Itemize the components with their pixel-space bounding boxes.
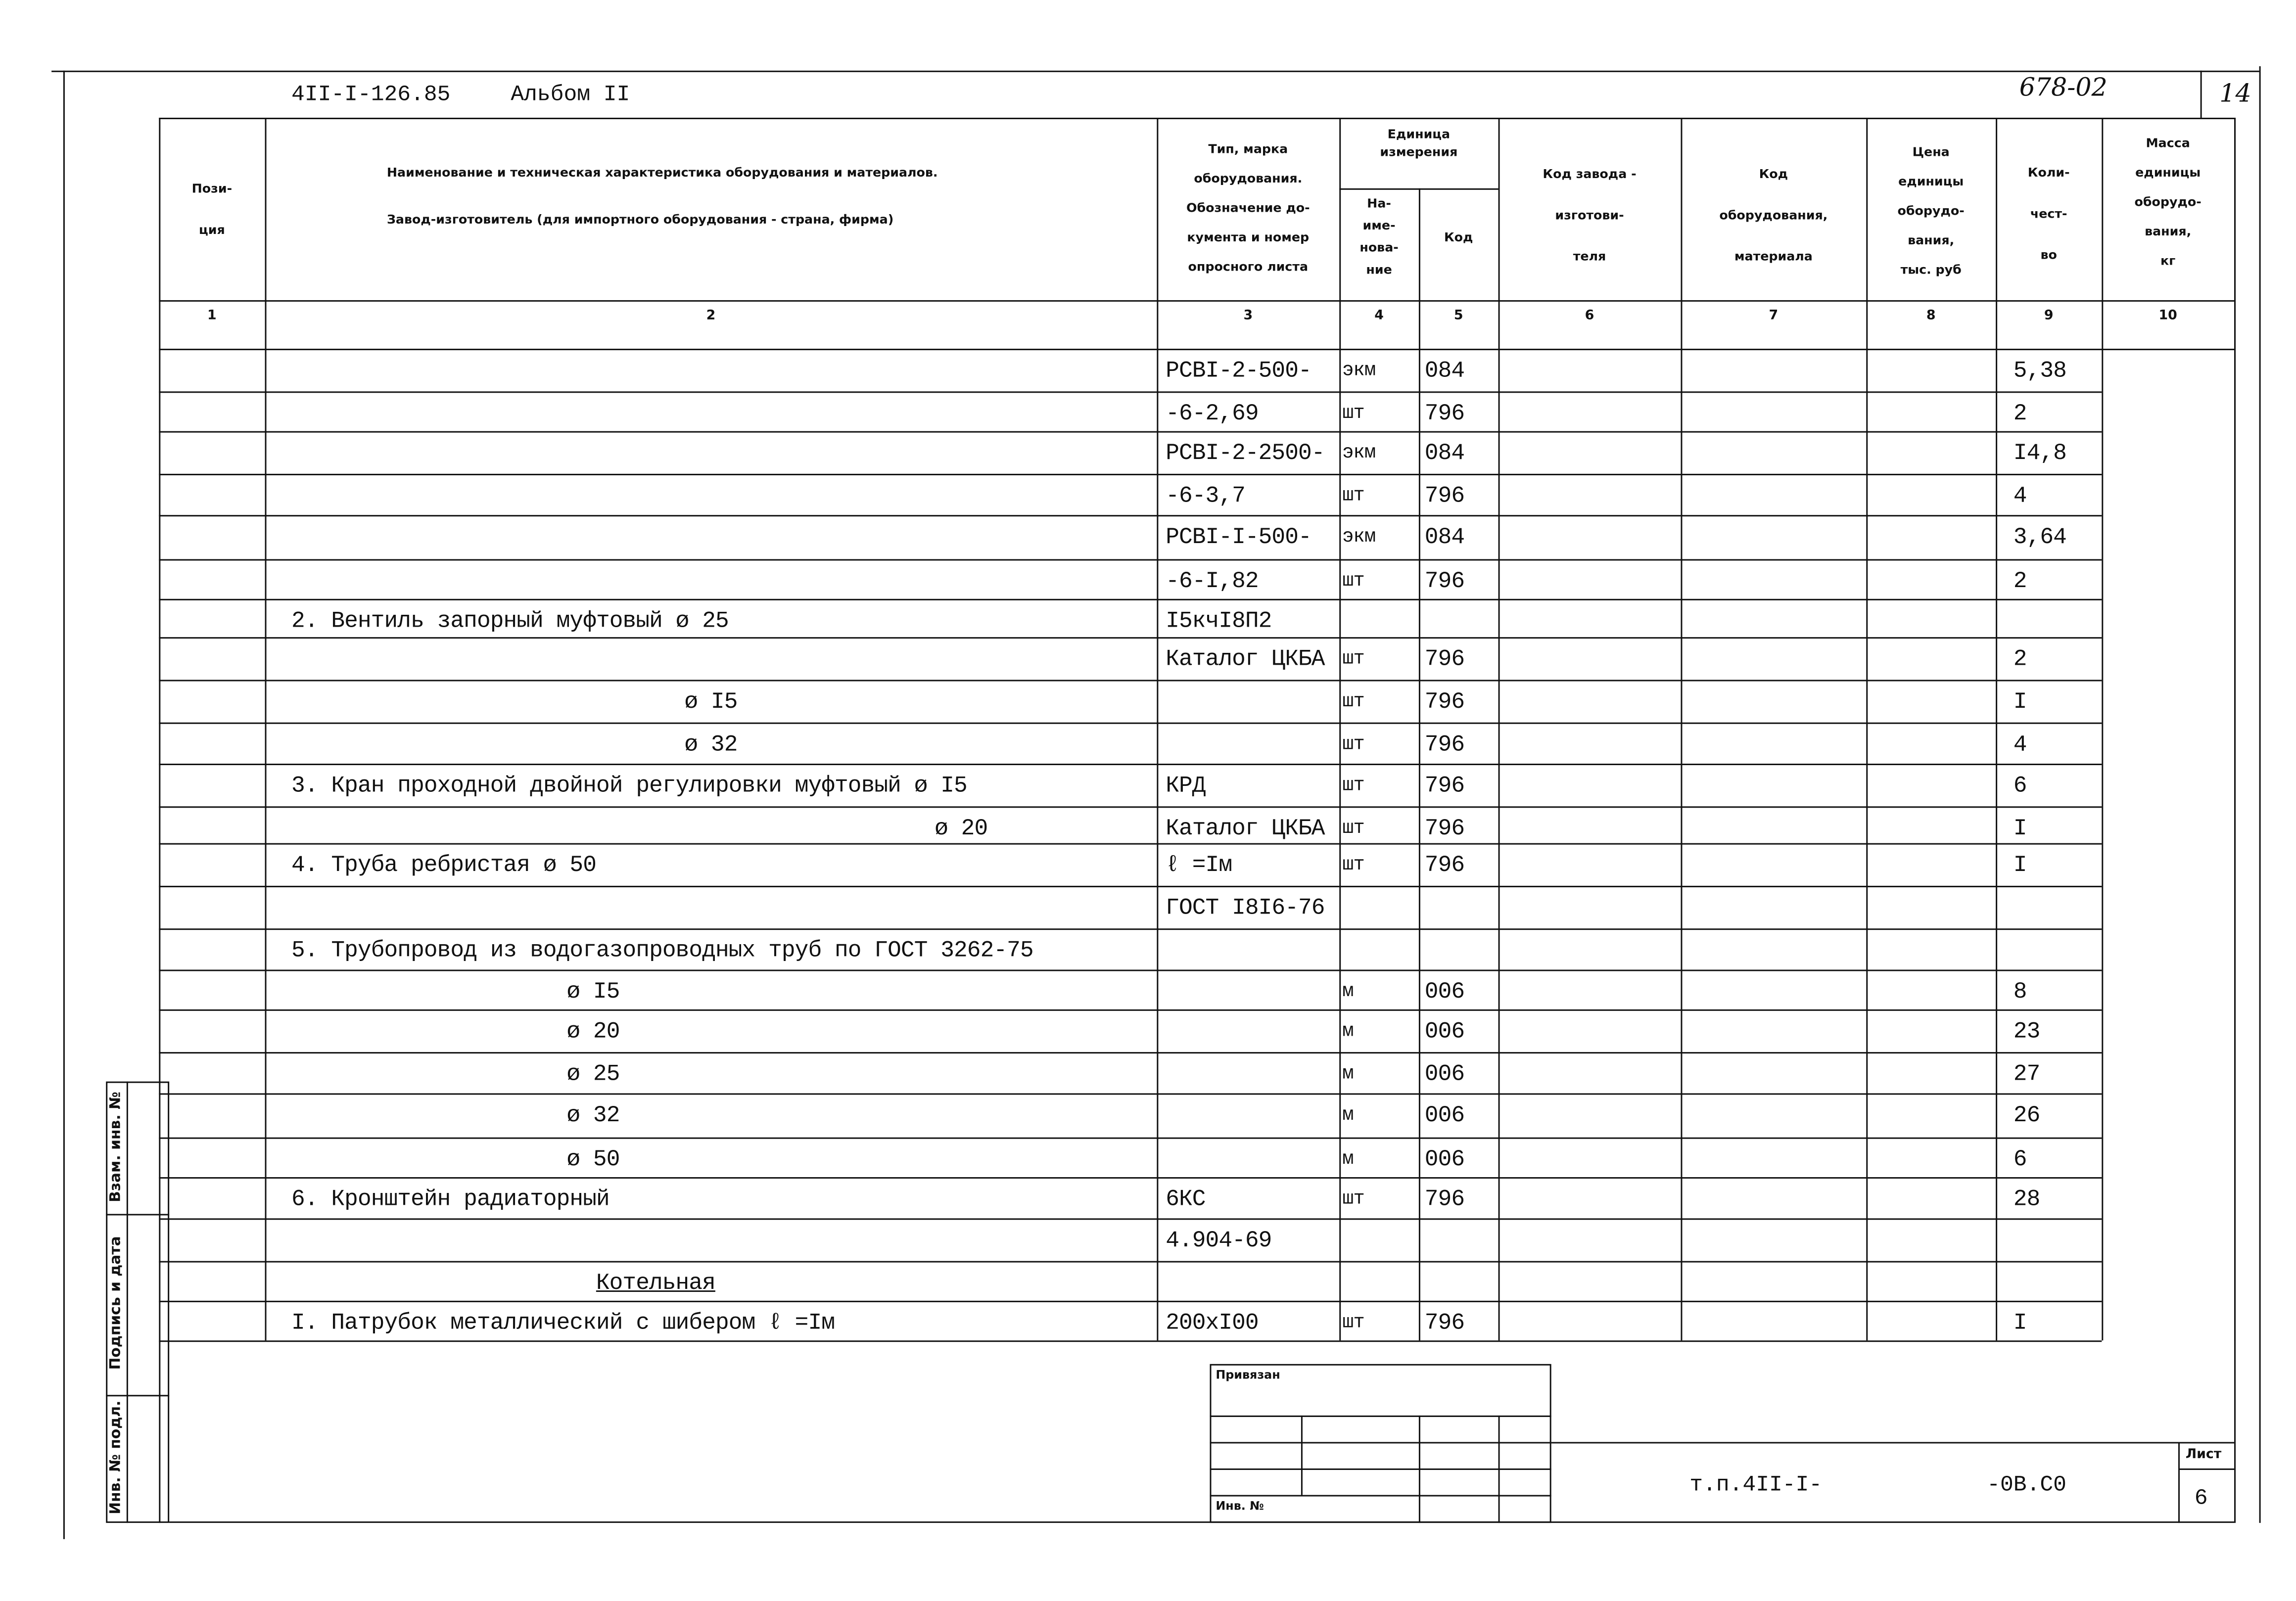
item-unit-code: 084 (1424, 357, 1465, 384)
column-line (1419, 188, 1420, 1340)
item-quantity: 2 (2013, 646, 2027, 673)
header-unit: Единица измерения (1380, 128, 1458, 161)
item-unit-code: 796 (1424, 731, 1465, 758)
column-line (1339, 118, 1341, 1340)
row-line (159, 391, 2102, 393)
item-name: ø 50 (566, 1146, 620, 1173)
column-line (1681, 118, 1682, 1340)
item-unit-code: 084 (1424, 440, 1465, 467)
header-bottom-line (159, 300, 2234, 302)
frame-left (63, 71, 65, 1539)
header-price: Цена единицы оборудо- вания, тыс. руб (1897, 145, 1965, 278)
item-unit-code: 796 (1424, 688, 1465, 715)
header-manufacturer: Завод-изготовитель (для импортного оборудования - страна, фирма) (386, 213, 894, 229)
item-name: 3. Кран проходной двойной регулировки муфтовый ø I5 (291, 772, 967, 799)
item-type: Каталог ЦКБА (1166, 646, 1325, 673)
item-quantity: I (2013, 1309, 2027, 1336)
item-name: 2. Вентиль запорный муфтовый ø 25 (291, 607, 729, 635)
item-unit-code: 006 (1424, 1060, 1465, 1088)
item-quantity: 23 (2013, 1018, 2040, 1045)
column-number: 7 (1769, 309, 1779, 324)
row-line (159, 1261, 2102, 1263)
item-type: -6-2,69 (1166, 400, 1259, 427)
item-quantity: 28 (2013, 1186, 2040, 1213)
frame-right (2259, 66, 2261, 1523)
replaced-inv-label: Взам. инв. № (108, 1092, 125, 1202)
item-type: РСВI-I-500- (1166, 524, 1312, 550)
item-type: -6-3,7 (1166, 482, 1245, 509)
item-unit: м (1342, 1147, 1354, 1170)
item-quantity: 3,64 (2013, 524, 2066, 550)
row-line (159, 764, 2102, 765)
item-unit-code: 796 (1424, 482, 1465, 509)
item-name: ø 25 (566, 1060, 620, 1088)
item-quantity: 5,38 (2013, 357, 2066, 384)
item-unit-code: 796 (1424, 646, 1465, 673)
row-line (159, 559, 2102, 561)
row-line (159, 599, 2102, 600)
corner-divider (2201, 71, 2202, 118)
item-name: ø 32 (684, 731, 738, 758)
item-type: РСВI-2-2500- (1166, 440, 1325, 467)
item-unit-code: 796 (1424, 568, 1465, 595)
column-number: 1 (207, 309, 217, 324)
row-line (159, 1301, 2102, 1302)
inv-original-label: Инв. № подл. (108, 1400, 125, 1514)
sheet-label: Лист (2185, 1448, 2222, 1463)
item-quantity: 6 (2013, 772, 2027, 799)
item-name: ø I5 (684, 688, 738, 715)
column-number: 6 (1585, 309, 1594, 324)
item-type: РСВI-2-500- (1166, 357, 1312, 384)
row-line (159, 1218, 2102, 1220)
item-quantity: I (2013, 688, 2027, 715)
item-name: 4. Труба ребристая ø 50 (291, 852, 597, 879)
item-type: 6КС (1166, 1186, 1206, 1213)
item-unit-code: 796 (1424, 772, 1465, 799)
item-quantity: 6 (2013, 1146, 2027, 1173)
row-line (159, 637, 2102, 639)
item-type: ГОСТ I8I6-76 (1166, 894, 1325, 921)
column-number: 3 (1243, 309, 1253, 324)
corner-sheet: 14 (2219, 79, 2251, 109)
item-quantity: 2 (2013, 400, 2027, 427)
header-unit-code: Код (1444, 231, 1473, 246)
column-line (1499, 118, 1500, 1340)
designation-left: т.п.4II-I- (1689, 1472, 1823, 1498)
item-quantity: I (2013, 852, 2027, 879)
item-unit: м (1342, 980, 1354, 1002)
item-unit: м (1342, 1103, 1354, 1126)
column-number: 5 (1453, 309, 1463, 324)
row-line (159, 843, 2102, 845)
item-unit-code: 796 (1424, 400, 1465, 427)
item-quantity: 4 (2013, 482, 2027, 509)
row-line (159, 431, 2102, 433)
item-unit: экм (1342, 441, 1376, 464)
item-type: ℓ =Iм (1166, 852, 1232, 879)
column-number: 9 (2044, 309, 2054, 324)
item-unit: шт (1342, 647, 1364, 670)
bound-label: Привязан (1216, 1368, 1280, 1382)
column-number: 10 (2158, 309, 2177, 324)
frame-top (51, 71, 2259, 72)
row-line (159, 1093, 2102, 1095)
item-unit-code: 006 (1424, 1146, 1465, 1173)
item-type: 4.904-69 (1166, 1227, 1272, 1254)
item-type: I5кчI8П2 (1166, 607, 1272, 635)
item-unit-code: 006 (1424, 978, 1465, 1005)
item-unit: м (1342, 1062, 1354, 1085)
item-unit: шт (1342, 1311, 1364, 1333)
item-name: Котельная (596, 1270, 715, 1296)
number-row-line (159, 349, 2234, 350)
item-unit: м (1342, 1019, 1354, 1042)
header-top-line (159, 118, 2234, 119)
item-quantity: I4,8 (2013, 440, 2066, 467)
header-mass: Масса единицы оборудо- вания, кг (2134, 137, 2202, 270)
header-type: Тип, марка оборудования. Обозначение до- кумента и номер опросного листа (1186, 142, 1310, 275)
column-line (2102, 118, 2103, 1340)
signature-date-label: Подпись и дата (108, 1236, 125, 1370)
item-unit-code: 006 (1424, 1018, 1465, 1045)
item-unit: экм (1342, 359, 1376, 381)
item-unit: шт (1342, 774, 1364, 796)
header-position: Пози- ция (191, 182, 233, 238)
item-name: 5. Трубопровод из водогазопроводных труб по ГОСТ 3262-75 (291, 937, 1033, 964)
album-label: Альбом II (511, 82, 630, 108)
column-number: 2 (706, 309, 716, 324)
item-unit-code: 084 (1424, 524, 1465, 550)
row-line (159, 1009, 2102, 1011)
header-unit-name: На- име- нова- ние (1359, 197, 1399, 278)
ref-number: 678-02 (2019, 73, 2108, 103)
row-line (159, 515, 2102, 516)
row-line (159, 886, 2102, 887)
column-number: 4 (1374, 309, 1384, 324)
column-line (1157, 118, 1158, 1340)
item-unit: шт (1342, 569, 1364, 592)
row-line (159, 1138, 2102, 1139)
item-unit: шт (1342, 853, 1364, 876)
row-line (159, 723, 2102, 724)
column-line (1866, 118, 1868, 1340)
item-type: Каталог ЦКБА (1166, 815, 1325, 842)
row-line (159, 1052, 2102, 1053)
row-line (159, 474, 2102, 475)
item-unit-code: 796 (1424, 1309, 1465, 1336)
item-unit: шт (1342, 402, 1364, 424)
row-line (159, 928, 2102, 930)
item-unit: шт (1342, 484, 1364, 506)
item-unit: шт (1342, 1187, 1364, 1210)
header-quantity: Коли- чест- во (2027, 166, 2070, 264)
item-unit: шт (1342, 690, 1364, 712)
sheet-number: 6 (2194, 1486, 2208, 1511)
row-line (159, 680, 2102, 681)
row-line (159, 806, 2102, 808)
item-quantity: I (2013, 815, 2027, 842)
item-type: 200хI00 (1166, 1309, 1259, 1336)
item-name: 6. Кронштейн радиаторный (291, 1186, 609, 1213)
item-unit: шт (1342, 732, 1364, 755)
header-equipment-code: Код оборудования, материала (1719, 168, 1828, 265)
item-unit: шт (1342, 817, 1364, 839)
item-type: КРД (1166, 772, 1206, 799)
item-type: -6-I,82 (1166, 568, 1259, 595)
item-quantity: 4 (2013, 731, 2027, 758)
item-unit-code: 796 (1424, 815, 1465, 842)
inv-no-label: Инв. № (1216, 1499, 1264, 1513)
row-line (159, 970, 2102, 971)
doc-code: 4II-I-126.85 (291, 82, 451, 108)
item-name: ø 20 (566, 1018, 620, 1045)
item-quantity: 2 (2013, 568, 2027, 595)
designation-right: -0В.С0 (1987, 1472, 2066, 1498)
item-unit: экм (1342, 525, 1376, 548)
header-name: Наименование и техническая характеристика оборудования и материалов. (386, 166, 938, 181)
item-unit-code: 796 (1424, 852, 1465, 879)
frame-bottom (169, 1521, 2234, 1523)
column-line (265, 118, 267, 1340)
table-bottom-line (159, 1340, 2102, 1342)
column-number: 8 (1926, 309, 1936, 324)
item-quantity: 8 (2013, 978, 2027, 1005)
header-factory-code: Код завода - изготови- теля (1543, 168, 1637, 265)
item-unit-code: 006 (1424, 1102, 1465, 1129)
column-line (1996, 118, 1997, 1340)
row-line (159, 1177, 2102, 1179)
item-unit-code: 796 (1424, 1186, 1465, 1213)
item-name: ø 20 (935, 815, 988, 842)
item-name: I. Патрубок металлический с шибером ℓ =Iм (291, 1309, 835, 1336)
item-quantity: 27 (2013, 1060, 2040, 1088)
item-name: ø 32 (566, 1102, 620, 1129)
item-name: ø I5 (566, 978, 620, 1005)
item-quantity: 26 (2013, 1102, 2040, 1129)
